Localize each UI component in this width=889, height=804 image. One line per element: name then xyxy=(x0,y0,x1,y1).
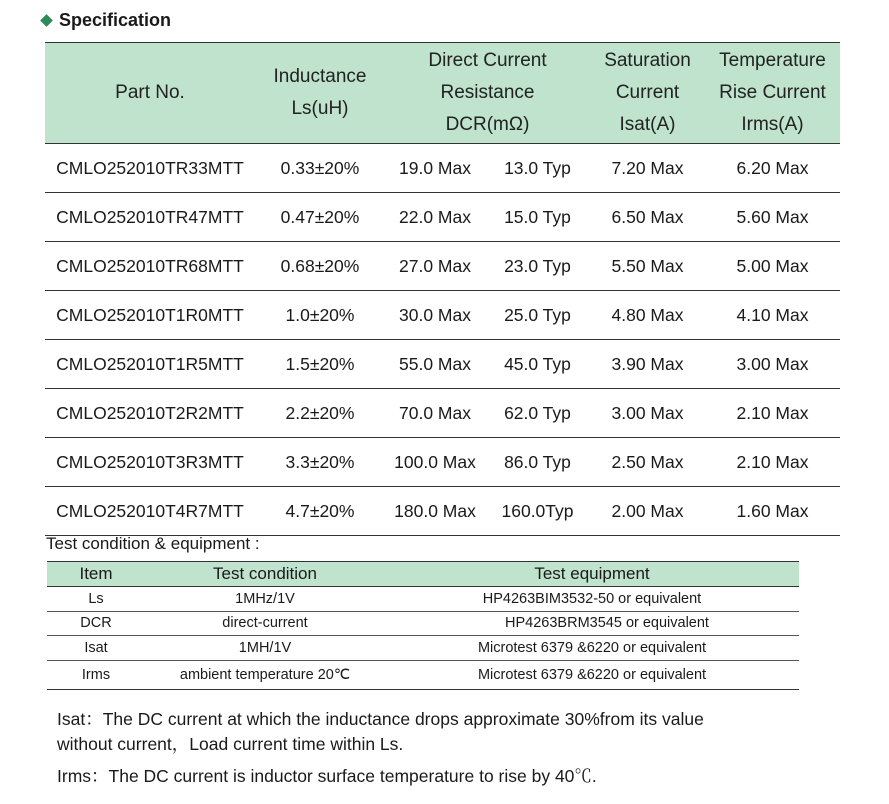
test-condition: 1MH/1V xyxy=(238,639,292,656)
test-condition: direct-current xyxy=(222,615,308,632)
table-row xyxy=(47,587,799,612)
irms-value: 2.10 Max xyxy=(736,451,809,472)
dcr-max: 70.0 Max xyxy=(399,402,471,423)
table-row xyxy=(47,636,799,661)
test-item: Isat xyxy=(84,639,108,656)
isat-note-line-1: Isat：The DC current at which the inductance drops approximate 30%from its value xyxy=(57,709,704,729)
irms-value: 1.60 Max xyxy=(736,500,809,521)
header-inductance: Inductance Ls(uH) xyxy=(273,66,367,119)
diamond-bullet-icon xyxy=(40,14,53,27)
isat-value: 2.00 Max xyxy=(611,500,684,521)
test-condition: 1MHz/1V xyxy=(235,590,295,607)
part-number: CMLO252010TR47MTT xyxy=(56,206,244,227)
isat-value: 2.50 Max xyxy=(611,451,684,472)
irms-note: Irms：The DC current is inductor surface temperature to rise by 40℃. xyxy=(57,766,597,786)
dcr-typ: 23.0 Typ xyxy=(504,255,571,276)
isat-value: 4.80 Max xyxy=(611,304,684,325)
table-row xyxy=(45,438,840,487)
test-condition-title: Test condition & equipment : xyxy=(46,534,260,553)
dcr-max: 180.0 Max xyxy=(394,500,476,521)
spec-table-header xyxy=(45,42,840,144)
dcr-typ: 62.0 Typ xyxy=(504,402,571,423)
part-number: CMLO252010TR33MTT xyxy=(56,157,244,178)
irms-value: 5.00 Max xyxy=(736,255,809,276)
inductance-value: 3.3±20% xyxy=(285,451,355,472)
test-condition: ambient temperature 20℃ xyxy=(179,666,351,683)
part-number: CMLO252010T1R0MTT xyxy=(56,304,244,325)
test-item: Irms xyxy=(81,666,111,683)
part-number: CMLO252010T4R7MTT xyxy=(56,500,244,521)
test-table-header xyxy=(47,561,799,587)
header-item: Item xyxy=(79,564,113,583)
inductance-value: 2.2±20% xyxy=(285,402,355,423)
test-equipment: HP4263BRM3545 or equivalent xyxy=(505,615,709,632)
dcr-max: 30.0 Max xyxy=(399,304,471,325)
dcr-typ: 13.0 Typ xyxy=(504,157,571,178)
table-row xyxy=(45,242,840,291)
table-row xyxy=(45,144,840,193)
table-row xyxy=(45,193,840,242)
inductance-value: 1.0±20% xyxy=(285,304,355,325)
isat-value: 3.90 Max xyxy=(611,353,684,374)
isat-value: 3.00 Max xyxy=(611,402,684,423)
dcr-typ: 86.0 Typ xyxy=(504,451,571,472)
dcr-max: 19.0 Max xyxy=(399,157,471,178)
irms-value: 6.20 Max xyxy=(736,157,809,178)
irms-value: 5.60 Max xyxy=(736,206,809,227)
isat-value: 6.50 Max xyxy=(611,206,684,227)
inductance-value: 4.7±20% xyxy=(285,500,355,521)
header-test-equipment: Test equipment xyxy=(534,564,650,583)
irms-value: 4.10 Max xyxy=(736,304,809,325)
test-item: DCR xyxy=(80,615,112,632)
dcr-max: 27.0 Max xyxy=(399,255,471,276)
table-row xyxy=(45,340,840,389)
inductance-value: 0.33±20% xyxy=(280,157,360,178)
inductance-value: 0.68±20% xyxy=(280,255,360,276)
section-heading xyxy=(40,10,171,31)
irms-value: 3.00 Max xyxy=(736,353,809,374)
dcr-max: 22.0 Max xyxy=(399,206,471,227)
inductance-value: 1.5±20% xyxy=(285,353,355,374)
isat-value: 7.20 Max xyxy=(611,157,684,178)
dcr-typ: 45.0 Typ xyxy=(504,353,571,374)
test-condition-table xyxy=(47,561,799,690)
test-equipment: Microtest 6379 &6220 or equivalent xyxy=(477,666,707,683)
dcr-typ: 160.0Typ xyxy=(501,500,574,521)
table-row xyxy=(45,291,840,340)
header-test-condition: Test condition xyxy=(213,564,317,583)
test-item: Ls xyxy=(88,590,104,607)
test-equipment: HP4263BIM3532-50 or equivalent xyxy=(482,590,702,607)
header-irms: Temperature Rise Current Irms(A) xyxy=(719,50,826,135)
part-number: CMLO252010T1R5MTT xyxy=(56,353,244,374)
spec-table xyxy=(45,42,840,536)
section-title: Specification xyxy=(59,10,172,30)
part-number: CMLO252010T3R3MTT xyxy=(56,451,244,472)
dcr-typ: 15.0 Typ xyxy=(504,206,571,227)
dcr-max: 100.0 Max xyxy=(394,451,476,472)
isat-value: 5.50 Max xyxy=(611,255,684,276)
isat-note-line-2: without current，Load current time within Ls. xyxy=(57,734,404,754)
header-isat: Saturation Current Isat(A) xyxy=(604,50,691,135)
table-row xyxy=(45,487,840,536)
test-equipment: Microtest 6379 &6220 or equivalent xyxy=(477,639,707,656)
inductance-value: 0.47±20% xyxy=(280,206,360,227)
header-dcr: Direct Current Resistance DCR(mΩ) xyxy=(428,50,547,135)
irms-value: 2.10 Max xyxy=(736,402,809,423)
part-number: CMLO252010T2R2MTT xyxy=(56,402,244,423)
header-part-no: Part No. xyxy=(115,82,185,103)
dcr-max: 55.0 Max xyxy=(399,353,471,374)
dcr-typ: 25.0 Typ xyxy=(504,304,571,325)
isat-note xyxy=(57,707,797,757)
table-row xyxy=(47,612,799,637)
part-number: CMLO252010TR68MTT xyxy=(56,255,244,276)
table-row xyxy=(47,661,799,690)
table-row xyxy=(45,389,840,438)
